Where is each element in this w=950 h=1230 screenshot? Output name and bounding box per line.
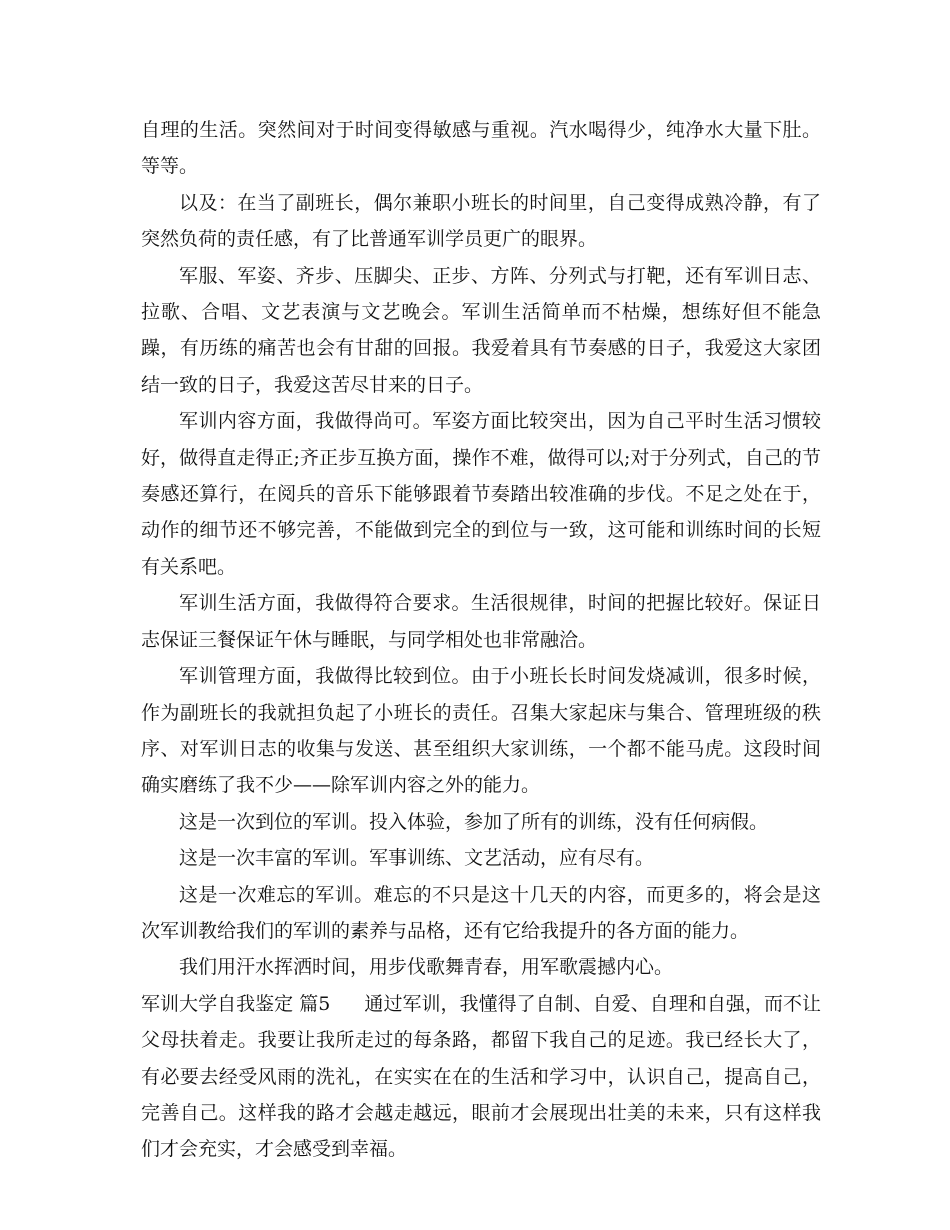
paragraph-9: 这是一次难忘的军训。难忘的不只是这十几天的内容，而更多的，将会是这次军训教给我们的军训的素养与品格，还有它给我提升的各方面的能力。 bbox=[141, 883, 821, 942]
document-body bbox=[141, 112, 821, 1168]
paragraph-8: 这是一次丰富的军训。军事训练、文艺活动，应有尽有。 bbox=[179, 847, 655, 870]
paragraph-4: 军训内容方面，我做得尚可。军姿方面比较突出，因为自己平时生活习惯较好，做得直走得正;齐正步互换方面，操作不难，做得可以;对于分列式，自己的节奏感还算行，在阅兵的音乐下能够跟着节奏踏出较准确的步伐。不足之处在于，动作的细节还不够完善，不能做到完全的到位与一致，这可能和训练时间的长短有关系吧。 bbox=[141, 410, 821, 578]
section-text: 通过军训，我懂得了自制、自爱、自理和自强，而不让父母扶着走。我要让我所走过的每条路，都留下我自己的足迹。我已经长大了，有必要去经受风雨的洗礼，在实实在在的生活和学习中，认识自己，提高自己，完善自己。这样我的路才会越走越远，眼前才会展现出壮美的未来，只有这样我们才会充实，才会感受到幸福。 bbox=[141, 992, 821, 1161]
paragraph-6: 军训管理方面，我做得比较到位。由于小班长长时间发烧减训，很多时候，作为副班长的我就担负起了小班长的责任。召集大家起床与集合、管理班级的秩序、对军训日志的收集与发送、甚至组织大家训练，一个都不能马虎。这段时间确实磨练了我不少——除军训内容之外的能力。 bbox=[141, 665, 821, 797]
paragraph-7: 这是一次到位的军训。投入体验，参加了所有的训练，没有任何病假。 bbox=[179, 810, 769, 833]
section-paragraph bbox=[141, 986, 821, 1168]
section-heading: 军训大学自我鉴定 篇5 bbox=[141, 992, 331, 1015]
paragraph-2: 以及：在当了副班长，偶尔兼职小班长的时间里，自己变得成熟冷静，有了突然负荷的责任感，有了比普通军训学员更广的眼界。 bbox=[141, 191, 821, 251]
paragraph-5: 军训生活方面，我做得符合要求。生活很规律，时间的把握比较好。保证日志保证三餐保证午休与睡眠，与同学相处也非常融洽。 bbox=[141, 592, 821, 651]
paragraph-3: 军服、军姿、齐步、压脚尖、正步、方阵、分列式与打靶，还有军训日志、拉歌、合唱、文艺表演与文艺晚会。军训生活简单而不枯燥，想练好但不能急躁，有历练的痛苦也会有甘甜的回报。我爱着具有节奏感的日子，我爱这大家团结一致的日子，我爱这苦尽甘来的日子。 bbox=[141, 264, 821, 396]
paragraph-1: 自理的生活。突然间对于时间变得敏感与重视。汽水喝得少，纯净水大量下肚。等等。 bbox=[141, 119, 821, 178]
paragraph-10: 我们用汗水挥洒时间，用步伐歌舞青春，用军歌震撼内心。 bbox=[179, 956, 674, 979]
